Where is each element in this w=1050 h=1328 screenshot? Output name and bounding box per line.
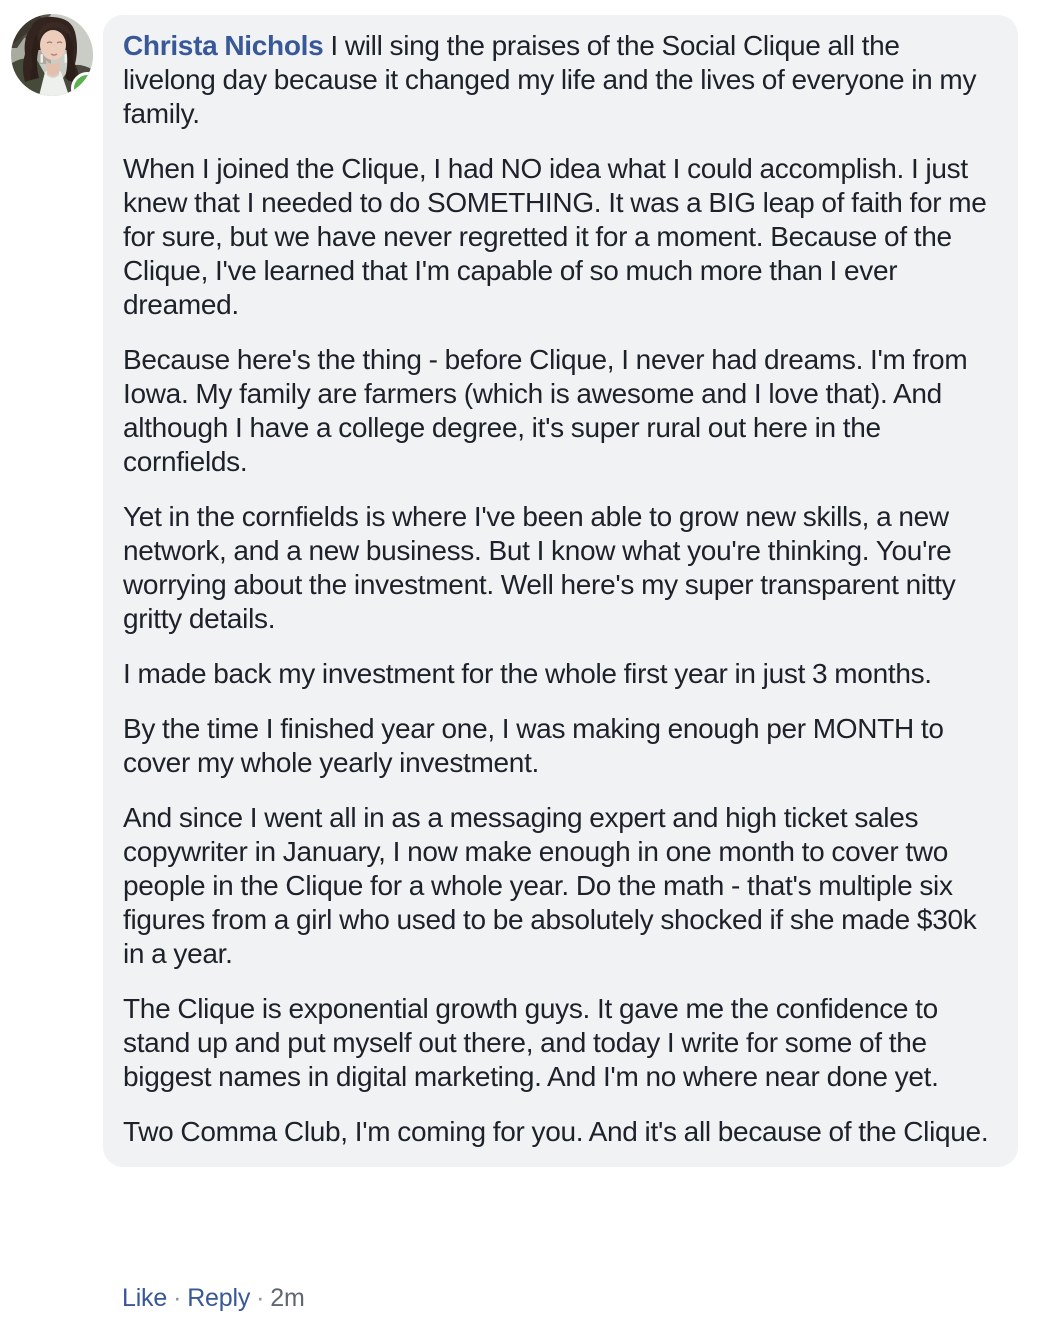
comment-bubble [103, 15, 1018, 1167]
reply-button[interactable]: Reply [187, 1284, 251, 1312]
comment-text-paragraph: The Clique is exponential growth guys. It gave me the confidence to stand up and put myself out there, and today I write for some of the biggest names in digital marketing. And I'm no where near done yet. [123, 993, 939, 1092]
comment-text-paragraph: By the time I finished year one, I was making enough per MONTH to cover my whole yearly investment. [123, 713, 944, 778]
author-link[interactable]: Christa Nichols [123, 30, 324, 61]
avatar[interactable] [11, 14, 93, 96]
comment-text-paragraph: Because here's the thing - before Clique, I never had dreams. I'm from Iowa. My family are farmers (which is awesome and I love that). And although I have a college degree, it's super rural out here in the cornfields. [123, 344, 968, 477]
comment-text-paragraph: And since I went all in as a messaging expert and high ticket sales copywriter in January, I now make enough in one month to cover two people in the Clique for a whole year. Do the math - that's multiple six figures from a girl who used to be absolutely shocked if she made $30k in a year. [123, 802, 977, 969]
timestamp[interactable]: 2m [270, 1284, 305, 1312]
comment-text-paragraph: Yet in the cornfields is where I've been able to grow new skills, a new network, and a new business. But I know what you're thinking. You're worrying about the investment. Well here's my super transparent nitty gritty details. [123, 501, 956, 634]
comment-text-paragraph: Two Comma Club, I'm coming for you. And it's all because of the Clique. [123, 1116, 989, 1147]
dot-separator: · [173, 1284, 182, 1312]
comment-text-paragraph [123, 29, 998, 131]
like-button[interactable]: Like [122, 1284, 168, 1312]
comment-text-paragraph: When I joined the Clique, I had NO idea what I could accomplish. I just knew that I needed to do SOMETHING. It was a BIG leap of faith for me for sure, but we have never regretted it for a moment. Because of the Clique, I've learned that I'm capable of so much more than I ever dreamed. [123, 153, 987, 320]
comment-actions [122, 1283, 305, 1313]
dot-separator: · [256, 1284, 265, 1312]
comment-text: I will sing the praises of the Social Clique all the livelong day because it changed my life and the lives of everyone in my family. [123, 30, 977, 129]
comment-text-paragraph: I made back my investment for the whole first year in just 3 months. [123, 658, 932, 689]
